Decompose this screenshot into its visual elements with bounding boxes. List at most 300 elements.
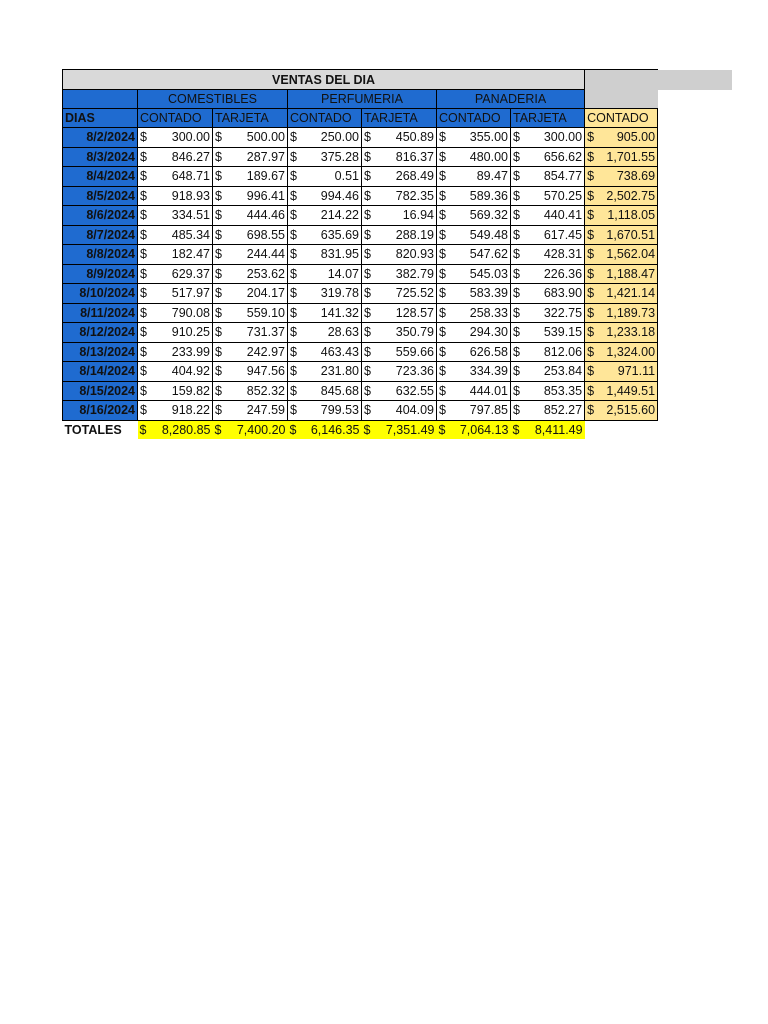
amount-value: 1,118.05 [607,208,656,223]
currency-symbol: $ [290,188,297,203]
amount-value: 334.51 [171,208,210,223]
amount-value: 268.49 [395,169,434,184]
amount-value: 1,189.73 [606,305,656,320]
currency-amount [587,169,655,183]
currency-amount [513,345,582,359]
currency-symbol: $ [140,130,147,145]
amount-cell [437,381,511,401]
currency-symbol: $ [513,305,520,320]
currency-amount [364,130,434,144]
amount-value: 635.69 [320,227,359,242]
amount-cell [288,128,362,148]
sales-row [63,323,733,343]
amount-cell [213,362,288,382]
currency-amount [290,286,359,300]
currency-symbol: $ [513,286,520,301]
amount-value: 2,515.60 [606,403,656,418]
amount-value: 799.53 [320,403,359,418]
total-amount-cell [288,420,362,439]
currency-amount [215,384,285,398]
amount-value: 258.33 [469,305,508,320]
currency-symbol: $ [439,305,446,320]
contado-total-cell [585,381,658,401]
currency-amount [140,150,210,164]
currency-symbol: $ [364,188,371,203]
amount-value: 725.52 [395,286,434,301]
currency-symbol: $ [140,169,147,184]
currency-amount [513,306,582,320]
amount-cell [511,147,585,167]
amount-value: 517.97 [171,286,210,301]
currency-symbol: $ [439,149,446,164]
amount-cell [138,147,213,167]
currency-symbol: $ [364,208,371,223]
currency-symbol: $ [439,188,446,203]
currency-amount [439,364,508,378]
amount-cell [362,206,437,226]
currency-amount [290,169,359,183]
amount-value: 242.97 [246,344,285,359]
currency-symbol: $ [215,364,222,379]
currency-symbol: $ [289,422,297,437]
currency-symbol: $ [215,227,222,242]
amount-cell [288,186,362,206]
currency-amount [290,150,359,164]
amount-cell [288,381,362,401]
currency-amount [439,228,508,242]
amount-value: 1,449.51 [606,383,656,398]
currency-amount [587,130,655,144]
currency-symbol: $ [140,403,147,418]
amount-value: 539.15 [543,325,583,340]
currency-amount [140,306,210,320]
currency-amount [587,345,655,359]
amount-value: 626.58 [469,344,508,359]
amount-value: 1,188.47 [606,266,656,281]
total-amount-cell [213,420,288,439]
amount-cell [437,401,511,421]
amount-value: 288.19 [395,227,434,242]
amount-value: 7,064.13 [459,422,509,437]
currency-symbol: $ [364,403,371,418]
currency-symbol: $ [513,208,520,223]
currency-amount [364,325,434,339]
amount-cell [288,401,362,421]
amount-value: 444.01 [469,383,508,398]
group-header-comestibles: COMESTIBLES [138,90,288,109]
amount-cell [213,167,288,187]
amount-value: 853.35 [543,383,583,398]
amount-cell [511,342,585,362]
amount-value: 589.36 [469,188,508,203]
amount-cell [213,225,288,245]
amount-value: 233.99 [171,344,210,359]
currency-symbol: $ [215,169,222,184]
currency-amount [439,286,508,300]
currency-symbol: $ [587,305,595,320]
amount-value: 723.36 [395,364,434,379]
amount-cell [288,147,362,167]
currency-amount [513,150,582,164]
currency-amount [290,384,359,398]
title-row [63,70,733,90]
amount-cell [362,381,437,401]
group-header-panaderia: PANADERIA [437,90,585,109]
date-cell: 8/16/2024 [63,401,138,421]
amount-cell [213,186,288,206]
contado-total-cell [585,323,658,343]
contado-total-cell [585,362,658,382]
currency-symbol: $ [513,364,520,379]
date-cell: 8/14/2024 [63,362,138,382]
contado-total-cell [585,401,658,421]
amount-cell [437,245,511,265]
amount-value: 300.00 [171,130,210,145]
currency-symbol: $ [215,208,222,223]
amount-value: 656.62 [543,149,583,164]
amount-value: 569.32 [469,208,508,223]
date-cell: 8/7/2024 [63,225,138,245]
currency-symbol: $ [513,383,520,398]
amount-value: 7,400.20 [236,422,286,437]
currency-amount [439,423,509,437]
sales-row [63,206,733,226]
currency-symbol: $ [140,286,147,301]
amount-cell [511,264,585,284]
currency-amount [140,247,210,261]
contado-total-cell [585,225,658,245]
total-amount-cell [437,420,511,439]
comestibles-tarjeta-header: TARJETA [213,109,288,128]
currency-amount [364,247,434,261]
sales-row [63,245,733,265]
amount-value: 428.31 [543,247,583,262]
currency-symbol: $ [290,325,297,340]
currency-symbol: $ [587,344,595,359]
currency-symbol: $ [140,227,147,242]
currency-amount [215,306,285,320]
amount-value: 294.30 [469,325,508,340]
amount-value: 182.47 [171,247,210,262]
amount-cell [511,225,585,245]
amount-cell [511,323,585,343]
currency-amount [290,228,359,242]
amount-value: 547.62 [469,247,508,262]
currency-amount [290,267,359,281]
contado-total-cell [585,206,658,226]
currency-amount [364,267,434,281]
currency-amount [439,208,508,222]
currency-amount [439,306,508,320]
currency-symbol: $ [512,422,520,437]
currency-amount [439,345,508,359]
amount-value: 253.84 [543,364,583,379]
currency-amount [439,189,508,203]
date-cell: 8/6/2024 [63,206,138,226]
amount-value: 845.68 [320,383,359,398]
currency-amount [513,247,582,261]
currency-amount [439,130,508,144]
sales-row [63,128,733,148]
amount-value: 1,233.18 [606,325,656,340]
perfumeria-tarjeta-header: TARJETA [362,109,437,128]
currency-amount [140,228,210,242]
amount-cell [437,206,511,226]
contado-total-cell [585,245,658,265]
currency-amount [364,189,434,203]
amount-cell [362,147,437,167]
amount-value: 334.39 [469,364,508,379]
currency-symbol: $ [587,227,595,242]
contado-total-cell [585,284,658,304]
total-amount-cell [138,420,213,439]
amount-value: 831.95 [320,247,359,262]
currency-amount [513,286,582,300]
currency-amount [513,267,582,281]
currency-symbol: $ [587,208,595,223]
currency-symbol: $ [140,266,147,281]
amount-cell [138,128,213,148]
amount-value: 0.51 [334,169,359,184]
amount-value: 971.11 [617,364,656,379]
currency-symbol: $ [215,149,222,164]
amount-cell [511,186,585,206]
amount-cell [288,264,362,284]
currency-symbol: $ [439,266,446,281]
currency-symbol: $ [587,247,595,262]
amount-value: 444.46 [246,208,285,223]
currency-symbol: $ [513,247,520,262]
amount-cell [511,206,585,226]
title-side-filler [658,70,733,90]
currency-amount [439,267,508,281]
amount-cell [213,264,288,284]
amount-value: 617.45 [543,227,583,242]
currency-symbol: $ [290,403,297,418]
amount-cell [288,284,362,304]
total-amount-cell [362,420,437,439]
amount-value: 404.92 [171,364,210,379]
amount-cell [138,303,213,323]
amount-cell [138,245,213,265]
currency-symbol: $ [513,130,520,145]
amount-value: 820.93 [395,247,434,262]
amount-value: 583.39 [469,286,508,301]
currency-amount [587,364,655,378]
amount-cell [362,128,437,148]
amount-cell [362,284,437,304]
currency-amount [587,306,655,320]
contado-total-cell [585,167,658,187]
currency-amount [215,247,285,261]
currency-symbol: $ [587,364,595,379]
currency-symbol: $ [215,383,222,398]
currency-amount [439,169,508,183]
amount-value: 629.37 [171,266,210,281]
currency-amount [364,228,434,242]
amount-cell [138,401,213,421]
currency-amount [364,403,434,417]
amount-value: 375.28 [320,149,359,164]
amount-value: 440.41 [543,208,583,223]
currency-symbol: $ [290,208,297,223]
amount-cell [362,362,437,382]
currency-amount [439,150,508,164]
currency-symbol: $ [587,188,595,203]
amount-value: 782.35 [395,188,434,203]
amount-cell [288,323,362,343]
currency-amount [140,423,211,437]
currency-symbol: $ [439,286,446,301]
amount-value: 247.59 [246,403,285,418]
amount-cell [213,284,288,304]
currency-amount [587,228,655,242]
currency-amount [290,345,359,359]
table-title: VENTAS DEL DIA [63,70,585,90]
date-cell: 8/10/2024 [63,284,138,304]
currency-symbol: $ [438,422,446,437]
amount-cell [362,245,437,265]
amount-value: 500.00 [246,130,285,145]
currency-amount [587,286,655,300]
sales-row [63,381,733,401]
amount-value: 355.00 [469,130,508,145]
amount-value: 2,502.75 [606,188,656,203]
currency-amount [587,384,655,398]
currency-symbol: $ [587,266,595,281]
currency-amount [513,189,582,203]
currency-symbol: $ [215,286,222,301]
amount-value: 545.03 [469,266,508,281]
sales-row [63,186,733,206]
amount-cell [213,381,288,401]
amount-cell [362,323,437,343]
amount-value: 159.82 [171,383,210,398]
contado-total-header-filler [585,70,658,109]
currency-amount [140,169,210,183]
currency-symbol: $ [140,305,147,320]
amount-value: 846.27 [171,149,210,164]
currency-symbol: $ [290,227,297,242]
currency-amount [439,247,508,261]
currency-amount [215,423,286,437]
currency-symbol: $ [513,403,520,418]
currency-amount [587,325,655,339]
amount-value: 319.78 [320,286,359,301]
amount-cell [138,206,213,226]
amount-value: 8,411.49 [534,422,583,437]
currency-amount [364,345,434,359]
amount-cell [138,264,213,284]
currency-symbol: $ [364,364,371,379]
amount-cell [213,147,288,167]
amount-value: 852.32 [246,383,285,398]
currency-amount [215,169,285,183]
currency-symbol: $ [290,247,297,262]
amount-value: 549.48 [469,227,508,242]
currency-amount [513,130,582,144]
currency-amount [215,130,285,144]
currency-amount [513,169,582,183]
currency-amount [215,286,285,300]
date-cell: 8/8/2024 [63,245,138,265]
currency-symbol: $ [364,286,371,301]
amount-cell [213,206,288,226]
currency-amount [364,384,434,398]
amount-cell [437,362,511,382]
amount-value: 559.10 [246,305,285,320]
currency-symbol: $ [140,344,147,359]
amount-value: 1,670.51 [606,227,656,242]
currency-symbol: $ [364,169,371,184]
amount-value: 738.69 [616,169,656,184]
date-cell: 8/15/2024 [63,381,138,401]
currency-amount [215,325,285,339]
amount-cell [511,167,585,187]
currency-symbol: $ [587,403,595,418]
currency-amount [364,169,434,183]
currency-amount [215,208,285,222]
amount-value: 996.41 [246,188,285,203]
currency-symbol: $ [215,188,222,203]
currency-symbol: $ [364,266,371,281]
currency-amount [587,150,655,164]
amount-value: 300.00 [543,130,583,145]
currency-amount [364,306,434,320]
currency-symbol: $ [439,208,446,223]
currency-amount [140,325,210,339]
amount-value: 14.07 [327,266,359,281]
contado-total-cell [585,264,658,284]
amount-value: 910.25 [171,325,210,340]
amount-cell [437,186,511,206]
currency-symbol: $ [290,305,297,320]
currency-amount [215,228,285,242]
amount-value: 1,324.00 [606,344,656,359]
currency-symbol: $ [139,422,147,437]
currency-symbol: $ [140,208,147,223]
amount-cell [288,167,362,187]
currency-symbol: $ [215,305,222,320]
currency-symbol: $ [140,188,147,203]
currency-symbol: $ [290,266,297,281]
amount-cell [511,245,585,265]
currency-symbol: $ [513,227,520,242]
currency-symbol: $ [439,383,446,398]
currency-symbol: $ [290,286,297,301]
currency-symbol: $ [587,169,595,184]
currency-amount [140,403,210,417]
amount-cell [213,128,288,148]
currency-symbol: $ [215,325,222,340]
amount-cell [437,147,511,167]
currency-amount [290,130,359,144]
currency-symbol: $ [513,169,520,184]
amount-cell [288,303,362,323]
amount-value: 8,280.85 [161,422,211,437]
amount-cell [362,225,437,245]
currency-symbol: $ [140,247,147,262]
sales-row [63,362,733,382]
currency-symbol: $ [140,325,147,340]
currency-symbol: $ [587,383,595,398]
currency-amount [140,267,210,281]
amount-value: 89.47 [476,169,508,184]
currency-amount [513,403,582,417]
currency-symbol: $ [214,422,222,437]
date-cell: 8/11/2024 [63,303,138,323]
currency-amount [215,345,285,359]
